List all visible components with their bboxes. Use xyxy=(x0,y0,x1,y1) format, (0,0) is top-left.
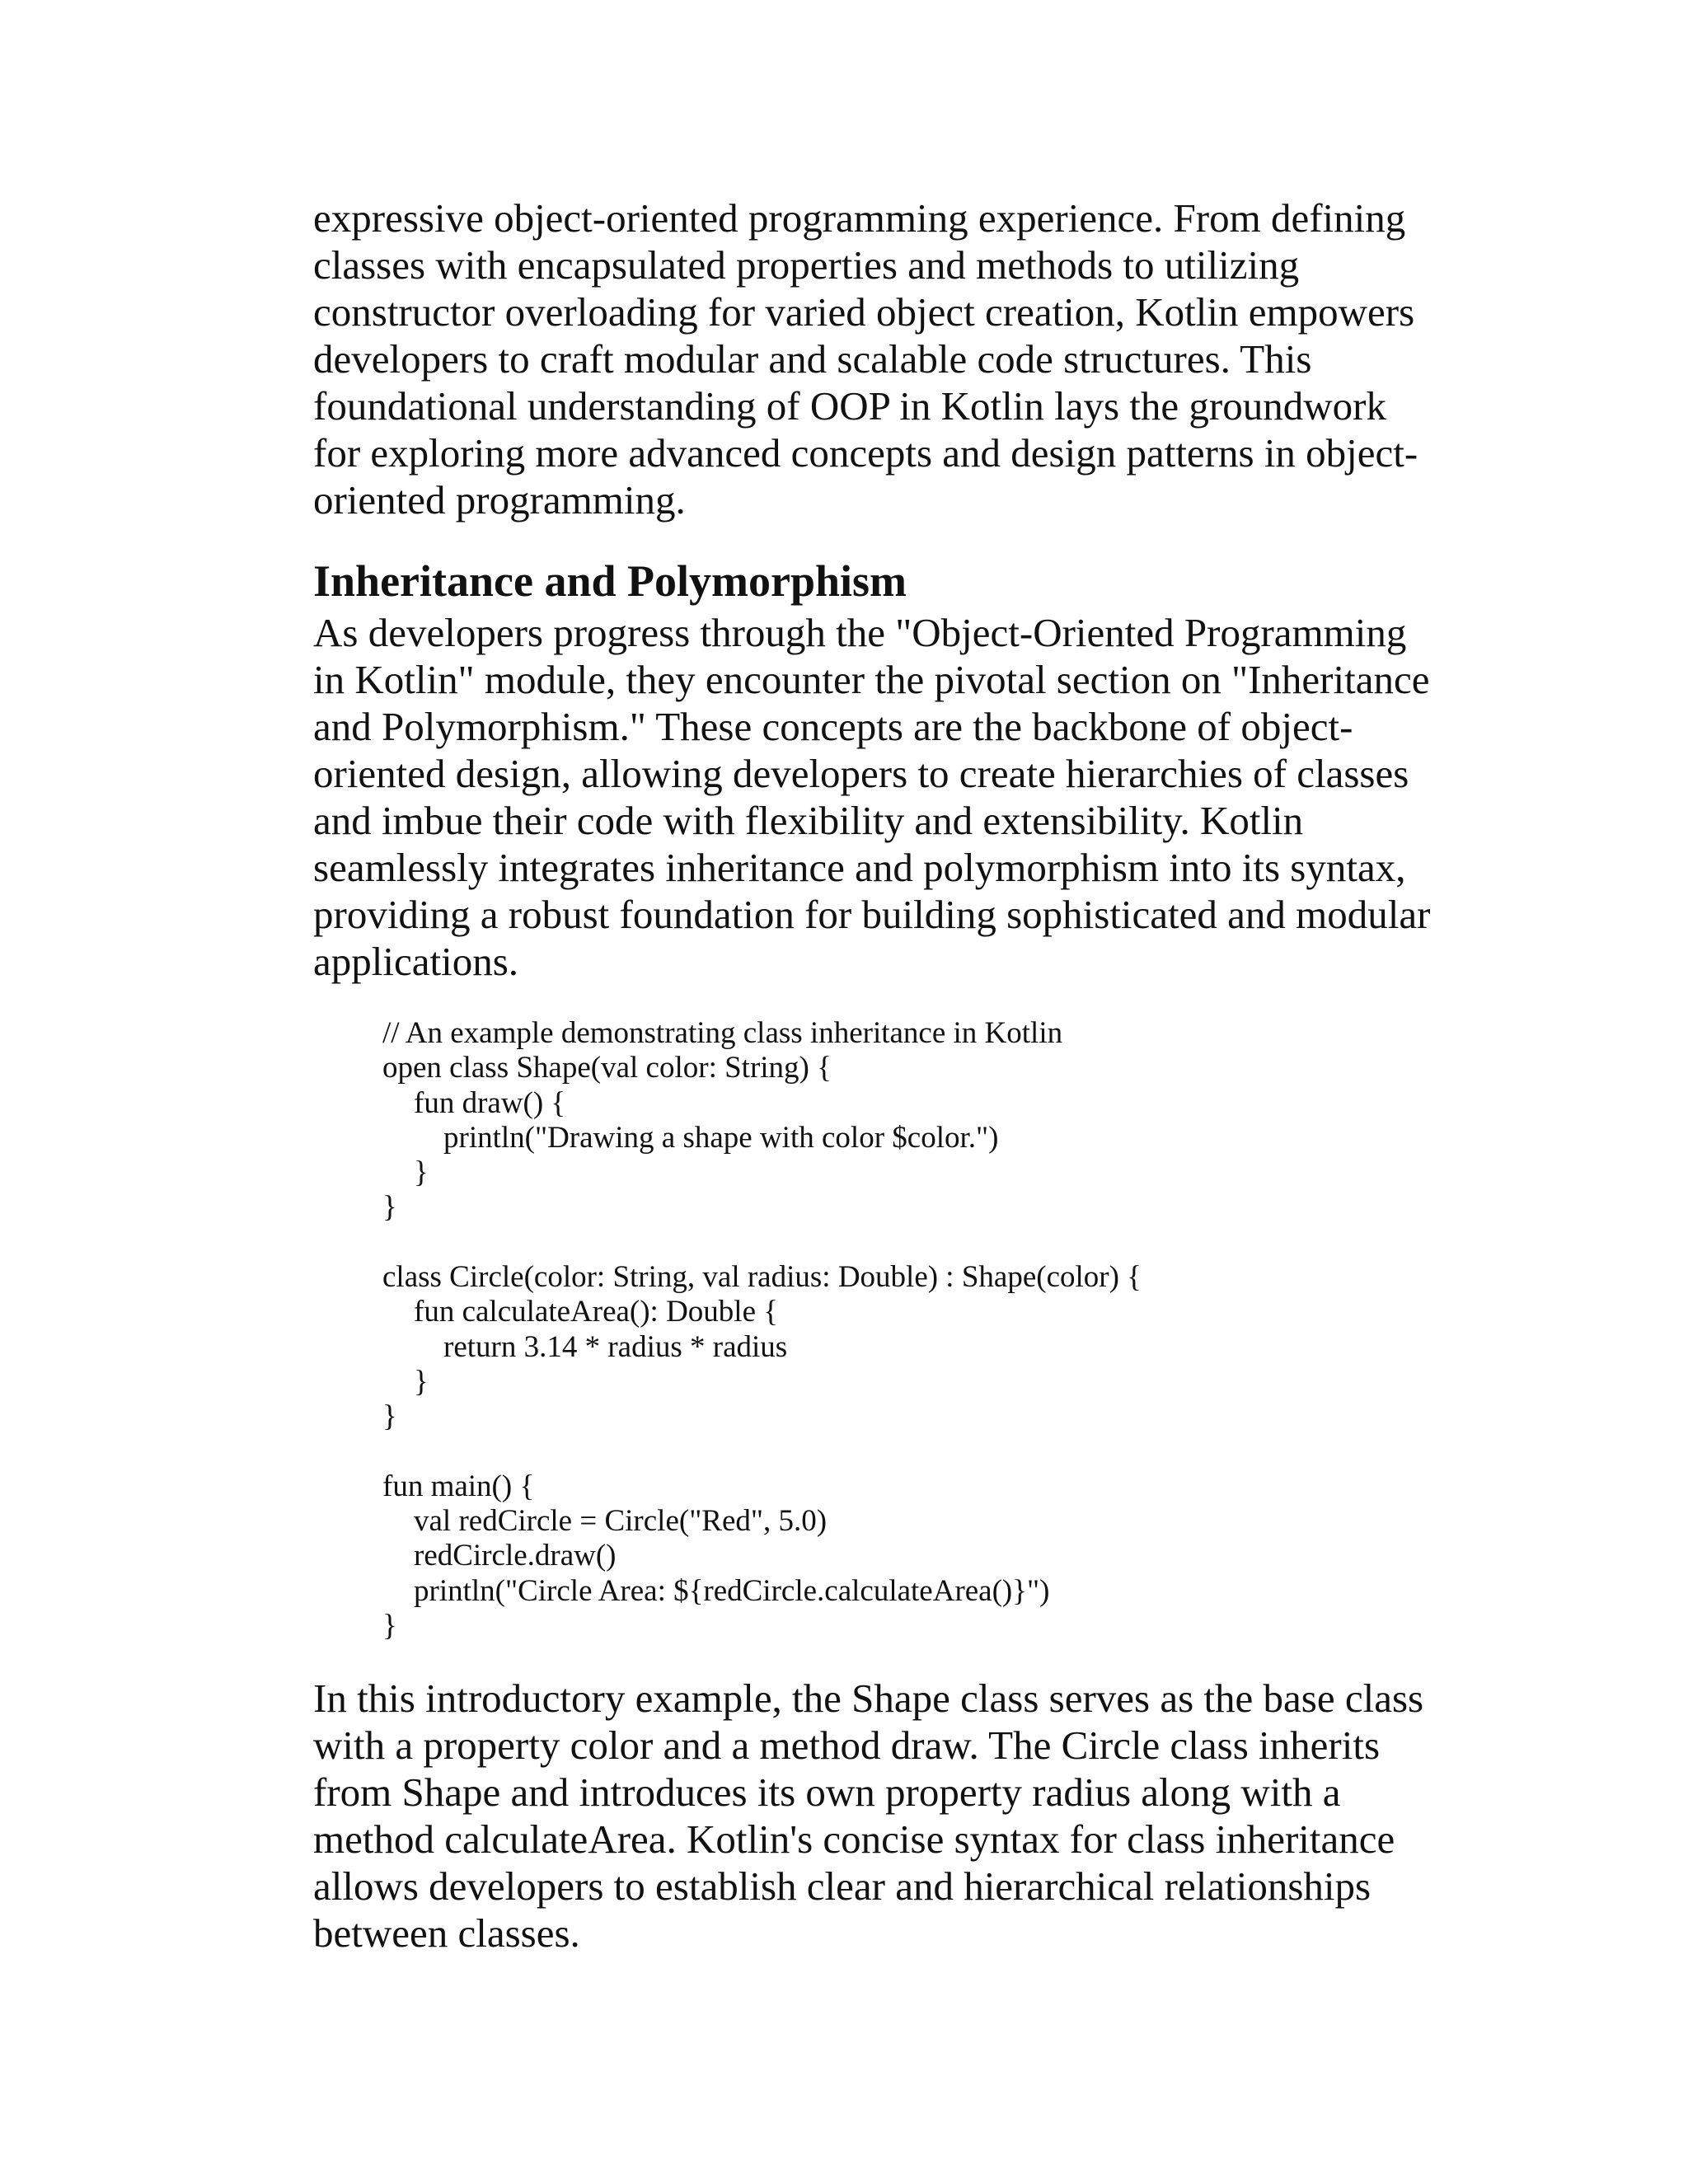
code-line: fun main() { xyxy=(382,1469,535,1503)
code-line: class Circle(color: String, val radius: Double) : Shape(color) { xyxy=(382,1260,1142,1295)
intro-paragraph xyxy=(313,194,1451,523)
code-line: fun calculateArea(): Double { xyxy=(414,1295,779,1329)
text-line: from Shape and introduces its own property radius along with a xyxy=(313,1769,1341,1816)
section-paragraph xyxy=(313,609,1451,985)
document-page xyxy=(313,194,1451,1957)
text-line: applications. xyxy=(313,939,519,984)
text-line: In this introductory example, the Shape class serves as the base class xyxy=(313,1675,1424,1722)
code-line: } xyxy=(414,1155,429,1190)
code-line: } xyxy=(382,1609,397,1643)
code-line: return 3.14 * radius * radius xyxy=(443,1329,788,1364)
text-line: and imbue their code with flexibility and extensibility. Kotlin xyxy=(313,798,1304,843)
code-line: fun draw() { xyxy=(414,1085,566,1120)
text-line: providing a robust foundation for building sophisticated and modular xyxy=(313,892,1431,937)
closing-paragraph xyxy=(313,1675,1451,1957)
text-line: and Polymorphism." These concepts are the backbone of object- xyxy=(313,704,1353,749)
text-line: classes with encapsulated properties and methods to utilizing xyxy=(313,242,1300,288)
code-block xyxy=(382,1016,1451,1643)
code-line: val redCircle = Circle("Red", 5.0) xyxy=(414,1504,828,1539)
code-line: open class Shape(val color: String) { xyxy=(382,1051,832,1085)
code-line: } xyxy=(414,1364,429,1399)
text-line: method calculateArea. Kotlin's concise syntax for class inheritance xyxy=(313,1816,1395,1863)
text-line: constructor overloading for varied object creation, Kotlin empowers xyxy=(313,289,1415,335)
section-heading: Inheritance and Polymorphism xyxy=(313,556,907,606)
code-line: println("Circle Area: ${redCircle.calculateArea()}") xyxy=(414,1573,1050,1608)
text-line: developers to craft modular and scalable code structures. This xyxy=(313,336,1312,382)
code-blank-line xyxy=(382,1226,1451,1260)
code-line: } xyxy=(382,1399,397,1434)
code-line: redCircle.draw() xyxy=(414,1539,617,1573)
text-line: As developers progress through the "Object-Oriented Programming xyxy=(313,610,1407,655)
code-blank-line xyxy=(382,1435,1451,1469)
code-line: println("Drawing a shape with color $color.") xyxy=(443,1120,999,1155)
text-line: oriented design, allowing developers to create hierarchies of classes xyxy=(313,751,1409,796)
text-line: foundational understanding of OOP in Kotlin lays the groundwork xyxy=(313,383,1386,429)
text-line: oriented programming. xyxy=(313,477,686,523)
text-line: expressive object-oriented programming experience. From defining xyxy=(313,195,1406,241)
code-line: } xyxy=(382,1190,397,1225)
code-line: // An example demonstrating class inheritance in Kotlin xyxy=(382,1016,1063,1050)
text-line: for exploring more advanced concepts and design patterns in object- xyxy=(313,430,1418,476)
text-line: between classes. xyxy=(313,1910,580,1957)
text-line: allows developers to establish clear and hierarchical relationships xyxy=(313,1863,1372,1910)
text-line: in Kotlin" module, they encounter the pivotal section on "Inheritance xyxy=(313,657,1430,702)
text-line: seamlessly integrates inheritance and polymorphism into its syntax, xyxy=(313,845,1406,890)
text-line: with a property color and a method draw. The Circle class inherits xyxy=(313,1722,1381,1769)
